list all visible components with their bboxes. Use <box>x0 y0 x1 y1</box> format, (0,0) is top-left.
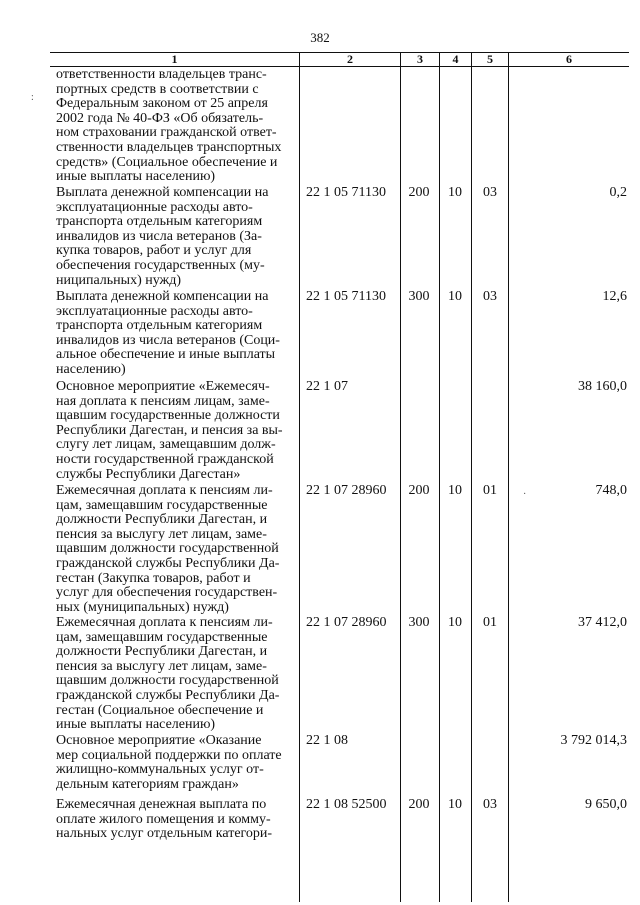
description-line: альное обеспечение и иные выплаты <box>56 347 276 363</box>
amount: 3 792 014,3 <box>560 733 627 748</box>
column-divider <box>471 52 472 902</box>
column-header-2: 2 <box>347 52 353 66</box>
section: 10 <box>448 615 462 630</box>
amount: 748,0 <box>595 483 627 498</box>
description-line: транспорта отдельным категориям <box>56 214 263 230</box>
description-line: цам, замещавшим государственные <box>56 497 268 513</box>
description-line: щавшим должности государственной <box>56 541 279 557</box>
description-line: Выплата денежной компенсации на <box>56 185 269 200</box>
expense-type: 300 <box>408 289 430 304</box>
target-code: 22 1 08 <box>306 733 348 748</box>
description-line: обеспечения государственных (му- <box>56 257 265 273</box>
description-line: иные выплаты населению) <box>56 717 216 733</box>
description-line: 2002 года № 40-ФЗ «Об обязатель- <box>56 110 264 126</box>
description-line: пенсия за выслугу лет лицам, заме- <box>56 526 267 542</box>
description-line: ности государственной гражданской <box>56 451 274 467</box>
description-line: Республики Дагестан, и пенсия за вы- <box>56 422 283 438</box>
description-line: гражданской службы Республики Да- <box>56 687 280 703</box>
column-header-6: 6 <box>566 52 572 66</box>
description-line: населению) <box>56 361 126 377</box>
section: 10 <box>448 185 462 200</box>
row-description <box>56 798 296 842</box>
row-description <box>56 290 296 378</box>
description-line: Ежемесячная доплата к пенсиям ли- <box>56 615 273 630</box>
row-description <box>56 484 296 615</box>
description-line: должности Республики Дагестан, и <box>56 512 268 528</box>
column-header-1: 1 <box>171 52 178 66</box>
expense-type: 200 <box>408 797 430 812</box>
description-line: средств» (Социальное обеспечение и <box>56 154 278 170</box>
description-line: портных средств в соответствии с <box>56 81 259 97</box>
column-header-4: 4 <box>452 52 459 66</box>
description-line: Ежемесячная доплата к пенсиям ли- <box>56 483 273 498</box>
description-line: ном страховании гражданской ответ- <box>56 125 277 141</box>
description-line: щавшим должности государственной <box>56 673 279 689</box>
amount: 12,6 <box>602 289 627 304</box>
column-header-5: 5 <box>487 52 493 66</box>
row-description <box>56 186 296 288</box>
description-line: ответственности владельцев транс- <box>56 67 267 82</box>
description-line: купка товаров, работ и услуг для <box>56 243 252 259</box>
description-line: слугу лет лицам, замещавшим долж- <box>56 437 276 453</box>
amount: 37 412,0 <box>578 615 627 630</box>
target-code: 22 1 05 71130 <box>306 289 386 304</box>
description-line: иные выплаты населению) <box>56 169 216 185</box>
description-line: эксплуатационные расходы авто- <box>56 199 253 215</box>
row-description <box>56 616 296 733</box>
description-line: инвалидов из числа ветеранов (За- <box>56 228 262 244</box>
subsection: 03 <box>483 185 497 200</box>
description-line: Основное мероприятие «Ежемесяч- <box>56 379 270 394</box>
margin-mark: · <box>523 489 527 500</box>
description-line: должности Республики Дагестан, и <box>56 644 268 660</box>
description-line: гражданской службы Республики Да- <box>56 555 280 571</box>
section: 10 <box>448 797 462 812</box>
description-line: оплате жилого помещения и комму- <box>56 811 271 827</box>
description-line: мер социальной поддержки по оплате <box>56 747 282 763</box>
column-divider <box>299 52 300 902</box>
description-line: жилищно-коммунальных услуг от- <box>56 762 264 778</box>
description-line: услуг для обеспечения государствен- <box>56 585 278 601</box>
subsection: 01 <box>483 615 497 630</box>
description-line: цам, замещавшим государственные <box>56 629 268 645</box>
amount: 9 650,0 <box>585 797 627 812</box>
description-line: Ежемесячная денежная выплата по <box>56 797 267 812</box>
description-line: ных (муниципальных) нужд) <box>56 599 229 615</box>
target-code: 22 1 08 52500 <box>306 797 387 812</box>
section: 10 <box>448 289 462 304</box>
description-line: ниципальных) нужд) <box>56 272 181 288</box>
description-line: транспорта отдельным категориям <box>56 318 263 334</box>
section: 10 <box>448 483 462 498</box>
description-line: ственности владельцев транспортных <box>56 139 282 155</box>
description-line: дельным категориям граждан» <box>56 776 239 792</box>
description-line: ная доплата к пенсиям лицам, заме- <box>56 393 270 409</box>
subsection: 01 <box>483 483 497 498</box>
amount: 0,2 <box>609 185 627 200</box>
column-divider <box>400 52 401 902</box>
target-code: 22 1 07 28960 <box>306 483 387 498</box>
expense-type: 300 <box>408 615 430 630</box>
description-line: щавшим государственные должности <box>56 408 280 424</box>
row-description <box>56 68 296 185</box>
row-description <box>56 380 296 482</box>
margin-mark: : <box>31 92 34 103</box>
description-line: службы Республики Дагестан» <box>56 466 241 482</box>
description-line: Федеральным законом от 25 апреля <box>56 96 268 112</box>
column-divider <box>439 52 440 902</box>
expense-type: 200 <box>408 185 430 200</box>
description-line: инвалидов из числа ветеранов (Соци- <box>56 332 280 348</box>
subsection: 03 <box>483 289 497 304</box>
amount: 38 160,0 <box>578 379 627 394</box>
page-number: 382 <box>310 30 330 45</box>
description-line: Основное мероприятие «Оказание <box>56 733 262 748</box>
description-line: гестан (Социальное обеспечение и <box>56 702 264 718</box>
subsection: 03 <box>483 797 497 812</box>
target-code: 22 1 07 <box>306 379 348 394</box>
target-code: 22 1 07 28960 <box>306 615 387 630</box>
description-line: гестан (Закупка товаров, работ и <box>56 570 251 586</box>
description-line: пенсия за выслугу лет лицам, заме- <box>56 658 267 674</box>
row-description <box>56 734 296 792</box>
target-code: 22 1 05 71130 <box>306 185 386 200</box>
description-line: нальных услуг отдельным категори- <box>56 826 273 842</box>
column-header-3: 3 <box>417 52 423 66</box>
column-divider <box>508 52 509 902</box>
expense-type: 200 <box>408 483 430 498</box>
description-line: Выплата денежной компенсации на <box>56 289 269 304</box>
description-line: эксплуатационные расходы авто- <box>56 303 253 319</box>
